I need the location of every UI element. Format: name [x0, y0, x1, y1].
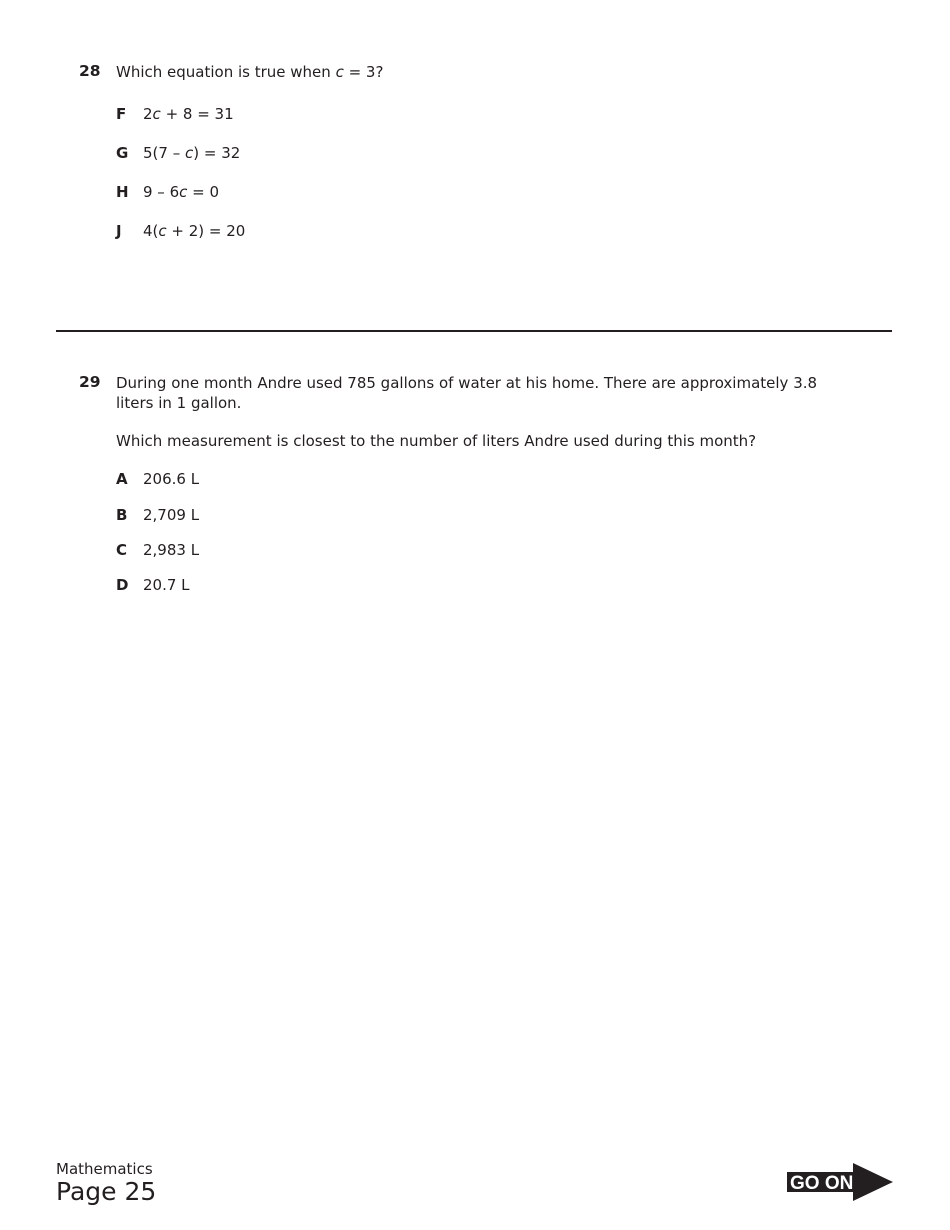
- choice-text: 2c + 8 = 31: [143, 105, 234, 123]
- footer-subject: Mathematics: [56, 1160, 153, 1178]
- answer-choice-f[interactable]: [116, 105, 234, 123]
- choice-letter: A: [116, 470, 128, 488]
- choice-letter: J: [116, 222, 122, 240]
- question-stem: [116, 373, 839, 451]
- question-number: 29: [79, 373, 101, 391]
- choice-letter: C: [116, 541, 128, 559]
- answer-choice-c[interactable]: [116, 541, 199, 559]
- answer-choice-a[interactable]: [116, 470, 199, 488]
- choice-text: 4(c + 2) = 20: [143, 222, 246, 240]
- choice-text: 2,709 L: [143, 506, 200, 524]
- answer-choice-g[interactable]: [116, 144, 240, 162]
- choice-text: 20.7 L: [143, 576, 190, 594]
- question-number: 28: [79, 62, 101, 80]
- question-context: During one month Andre used 785 gallons of water at his home. There are approximately 3.8 liters in 1 gallon.: [116, 374, 818, 412]
- choice-letter: H: [116, 183, 129, 201]
- question-stem: Which equation is true when c = 3?: [116, 63, 384, 81]
- section-divider: [56, 330, 892, 332]
- question-prompt: Which measurement is closest to the number of liters Andre used during this month?: [116, 432, 757, 450]
- answer-choice-j[interactable]: [116, 222, 245, 240]
- choice-text: 5(7 – c) = 32: [143, 144, 241, 162]
- choice-letter: B: [116, 506, 128, 524]
- go-on-label: GO ON: [790, 1173, 854, 1194]
- choice-letter: D: [116, 576, 129, 594]
- answer-choice-b[interactable]: [116, 506, 199, 524]
- choice-text: 206.6 L: [143, 470, 200, 488]
- answer-choice-h[interactable]: [116, 183, 219, 201]
- choice-text: 9 – 6c = 0: [143, 183, 220, 201]
- answer-choice-d[interactable]: [116, 576, 190, 594]
- choice-text: 2,983 L: [143, 541, 200, 559]
- choice-letter: G: [116, 144, 129, 162]
- question-29: [79, 373, 839, 594]
- go-on-arrow-icon: [787, 1163, 893, 1201]
- question-28: [79, 62, 839, 240]
- page-number: Page 25: [56, 1177, 157, 1206]
- choice-letter: F: [116, 105, 127, 123]
